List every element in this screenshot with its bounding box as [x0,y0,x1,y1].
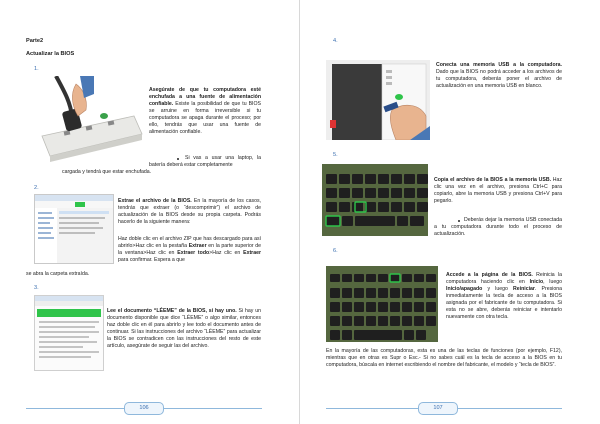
step-6-bold: Accede a la página de la BIOS. [446,272,533,278]
footer-line-left [326,408,418,409]
step-5-bold: Copia el archivo de la BIOS a la memoria USB. [434,177,552,183]
step-2-text [118,198,261,226]
s6-d: y luego [482,286,514,292]
step-6-tail: En la mayoría de las computadoras, esta es una de las teclas de funciones (por ejemplo, F12), mientras que en otras es Supr o Esc.- Si no sabes cuál es la tecla de acceso a la BIOS en tu computadora, búscala en internet escribiendo el nombre del fabricante, el modelo y “tecla de BIOS”. [326,348,562,368]
readme-document-image [34,295,104,371]
page-fold [299,0,300,424]
keyboard-ctrl-image [322,164,428,236]
step-2-tail: se abra la carpeta extraída. [26,271,90,277]
part-heading: Parte2 [26,38,44,44]
step-1-body: Existe la posibilidad de que tu BIOS se arruine en forma irreversible si tu computadora se apaga durante el proceso; por ello, tendrás que usar una fuente de alimentación confiable. [149,101,261,135]
step-3-bold: Lee el documento “LÉEME” de la BIOS, si hay uno. [107,308,237,314]
step-number-4: 4. [333,38,338,44]
footer-line-right [458,408,562,409]
file-explorer-image [34,194,114,264]
step-6-text [446,272,562,321]
step-5-body: Haz clic una vez en el archivo, presiona Ctrl+C para copiarlo, abre la memoria USB y presiona Ctrl+V para pegarlo. [434,177,563,204]
step-1-bold: Asegúrate de que tu computadora esté enchufada a una fuente de alimentación confiable. [149,87,261,107]
step-4-text [436,62,562,90]
footer-line-right [164,408,262,409]
step-3-text [107,308,261,350]
s6-b1: Inicio [529,279,544,285]
step-5-text [434,177,562,205]
step-2-bold: Extrae el archivo de la BIOS. [118,198,192,204]
s2-i-d: >Haz clic en [209,250,244,256]
s6-c: , luego [543,279,563,285]
section-heading: Actualizar la BIOS [26,51,75,57]
s6-b2: Inicio/apagado [446,286,483,292]
s2-i-c: en la parte superior de la ventana>Haz clic en [118,243,261,256]
step-number-6: 6. [333,248,338,254]
usb-computer-image [326,60,430,140]
page-number: 106 [124,402,164,415]
step-number-5: 5. [333,152,338,158]
step-number-3: 3. [34,285,39,291]
power-strip-image [34,76,144,164]
keyboard-function-keys-image [326,266,438,342]
step-2-instructions [118,236,261,264]
step-1-bullet-cont: cargada y tendrá que estar enchufada. [62,169,152,175]
s2-i-b2: Extraer todo [177,250,210,256]
step-2-body: En la mayoría de los casos, tendrás que extraer (o “descomprimir”) el archivo de actualización de la BIOS desde su propia carpeta. Podrás hacerlo de la siguiente manera: [118,198,261,225]
s6-b3: Reiniciar [513,286,535,292]
s2-i-b1: Extraer [188,243,207,249]
step-4-body: Dado que la BIOS no podrá acceder a los archivos de tu computadora, deberás poner el archivo de actualización en una memoria USB en blanco. [436,69,562,89]
footer-line-left [26,408,124,409]
s6-e: . Presiona inmediatamente la tecla de acceso a la BIOS asignada por el fabricante de tu computadora. Si esta no se abre, deberás reiniciar e intentarlo nuevamente con otra tecla. [446,286,562,320]
step-5-bullet: Deberás dejar la memoria USB conectada a tu computadora durante todo el proceso de actualización. [434,217,562,237]
page-number: 107 [418,402,458,415]
step-number-2: 2. [34,185,39,191]
s6-a: Reinicia la computadora haciendo clic en [446,272,563,285]
step-3-body: Si hay un documento disponible que dice “LÉEME” o algo similar, entonces haz doble clic en él para abrirlo y lee todo el documento antes de continuar. Si las instrucciones del archivo “LÉEME” para actualizar la BIOS se contradicen con las instrucciones del resto de este artículo, asegúrate de seguir las del archivo. [107,308,261,349]
step-4-bold: Conecta una memoria USB a la computadora. [436,62,562,68]
s2-i-e: para confirmar. Espera a que [118,257,185,263]
step-number-1: 1. [34,66,39,72]
s2-i-b3: Extraer [243,250,261,256]
step-1-text [149,87,261,136]
step-1-bullet: Si vas a usar una laptop, la batería deberá estar completamente [149,155,261,168]
s2-i-a: Haz doble clic en el archivo ZIP que has descargado para así abrirlo>Haz clic en la pestaña [118,236,261,249]
